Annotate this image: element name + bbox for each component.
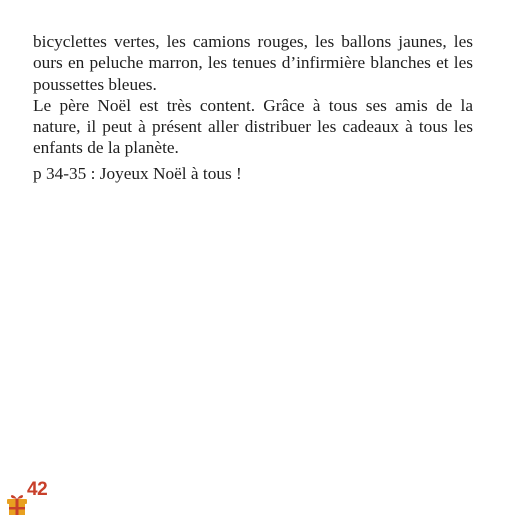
paragraph-santa: Le père Noël est très content. Grâce à tous ses amis de la nature, il peut à présent aller distribuer les cadeaux à tous les enfants de la planète. bbox=[33, 95, 473, 158]
gift-icon bbox=[6, 492, 28, 516]
paragraph-continuation: bicyclettes vertes, les camions rouges, les ballons jaunes, les ours en peluche marron, les tenues d’infirmière blanches et les poussettes bleues. bbox=[33, 32, 473, 94]
paragraph-page-ref: p 34-35 : Joyeux Noël à tous ! bbox=[33, 163, 242, 183]
body-text bbox=[33, 31, 473, 184]
page-number: 42 bbox=[27, 479, 48, 500]
page-footer bbox=[6, 480, 66, 516]
